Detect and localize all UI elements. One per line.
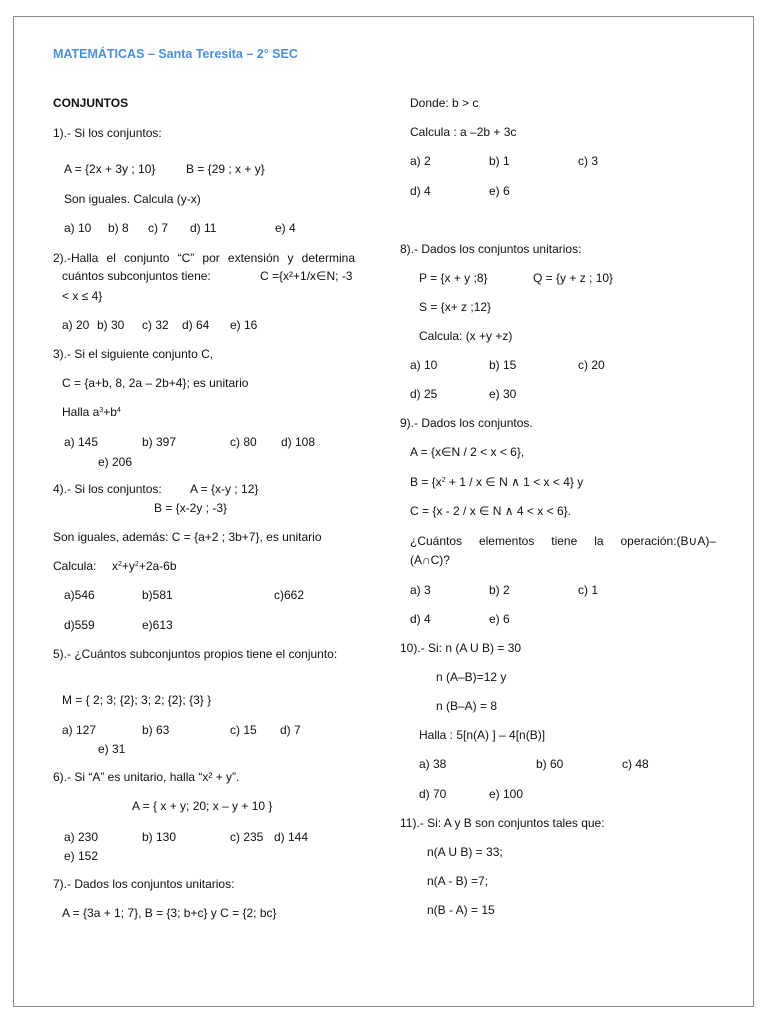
q10-option-d: d) 70 [419,787,447,801]
q3-option-a: a) 145 [64,435,99,449]
q2-option-e: e) 16 [230,318,258,332]
q10-option-c: c) 48 [622,757,649,771]
q1-option-c: c) 7 [148,221,169,235]
q8-option-c: c) 20 [578,358,605,372]
q6-set: A = { x + y; 20; x – y + 10 } [132,799,273,813]
q10-option-b: b) 60 [536,757,564,771]
q10-option-a: a) 38 [419,757,447,771]
q3-option-d: d) 108 [281,435,316,449]
q1-set-b: B = {29 ; x + y} [186,162,265,176]
q5-stem: 5).- ¿Cuántos subconjuntos propios tiene el conjunto: [53,647,338,661]
q7-option-b: b) 1 [489,154,510,168]
q6-option-b: b) 130 [142,830,177,844]
q5-option-b: b) 63 [142,723,170,737]
q9-option-a: a) 3 [410,583,431,597]
q3-exp-a: 3 [99,407,104,414]
q8-option-a: a) 10 [410,358,438,372]
q3-prompt-mid: +b [103,405,117,419]
q4-expression [112,559,177,574]
q11-line1: n(A U B) = 33; [427,845,503,859]
section-title: CONJUNTOS [53,96,129,110]
q5-set: M = { 2; 3; {2}; 3; 2; {2}; {3} } [62,693,212,707]
q4-expr-y: +y [121,559,135,573]
q4-exp-y: 2 [134,561,139,568]
q9-question-line1: ¿Cuántos elementos tiene la operación:(B∪A)– [410,534,716,548]
q2-line2: cuántos subconjuntos tiene: [62,269,211,283]
q6-option-a: a) 230 [64,830,99,844]
q9-option-c: c) 1 [578,583,599,597]
q9-question-line2: (A∩C)? [410,553,450,567]
q7-stem: 7).- Dados los conjuntos unitarios: [53,877,235,891]
q8-calc: Calcula: (x +y +z) [419,329,513,343]
q3-option-b: b) 397 [142,435,177,449]
q9-set-c: C = {x - 2 / x ∈ N ∧ 4 < x < 6}. [410,504,571,518]
q4-stem: 4).- Si los conjuntos: [53,482,162,496]
q2-option-b: b) 30 [97,318,125,332]
q8-set-p: P = {x + y ;8} [419,271,488,285]
q9-option-b: b) 2 [489,583,510,597]
q4-expr-rest: +2a-6b [138,559,177,573]
q9-set-b-exp: 2 [441,477,446,484]
q8-set-s: S = {x+ z ;12} [419,300,492,314]
q3-exp-b: 4 [116,407,121,414]
q4-calc-label: Calcula: [53,559,97,573]
q4-exp-x: 2 [118,561,122,568]
q2-line3: < x ≤ 4} [62,289,103,303]
q6-option-c: c) 235 [230,830,264,844]
q7-sets: A = {3a + 1; 7}, B = {3; b+c} y C = {2; bc} [62,906,277,920]
q2-option-a: a) 20 [62,318,90,332]
q5-option-d: d) 7 [280,723,301,737]
q11-stem: 11).- Si: A y B son conjuntos tales que: [400,816,605,830]
q5-option-c: c) 15 [230,723,257,737]
q10-halla: Halla : 5[n(A) ] – 4[n(B)] [419,728,546,742]
document-header: MATEMÁTICAS – Santa Teresita – 2° SEC [53,47,298,61]
q4-expr-x: x [112,559,118,573]
q10-option-e: e) 100 [489,787,524,801]
q4-option-a: a)546 [64,588,95,602]
q10-stem: 10).- Si: n (A U B) = 30 [400,641,522,655]
q9-option-e: e) 6 [489,612,510,626]
q3-set: C = {a+b, 8, 2a – 2b+4}; es unitario [62,376,249,390]
q3-stem: 3).- Si el siguiente conjunto C, [53,347,214,361]
q4-option-e: e)613 [142,618,173,632]
q4-set-a: A = {x-y ; 12} [190,482,259,496]
q2-set: C ={x²+1/x∈N; -3 [260,269,353,283]
q1-option-d: d) 11 [190,221,217,235]
q8-set-q: Q = {y + z ; 10} [533,271,614,285]
q8-option-d: d) 25 [410,387,438,401]
q9-set-b-a: B = {x [410,475,442,489]
q4-option-d: d)559 [64,618,95,632]
q2-option-c: c) 32 [142,318,169,332]
q9-stem: 9).- Dados los conjuntos. [400,416,533,430]
q5-option-a: a) 127 [62,723,97,737]
q3-prompt-base: Halla a [62,405,100,419]
q10-line2: n (A–B)=12 y [436,670,507,684]
q9-option-d: d) 4 [410,612,431,626]
q8-option-b: b) 15 [489,358,517,372]
q9-set-b [410,475,583,490]
q4-option-b: b)581 [142,588,173,602]
q3-option-e: e) 206 [98,455,133,469]
q1-option-b: b) 8 [108,221,129,235]
q5-option-e: e) 31 [98,742,126,756]
q7-option-e: e) 6 [489,184,510,198]
q1-option-e: e) 4 [275,221,296,235]
q1-set-a: A = {2x + 3y ; 10} [64,162,156,176]
q7-option-c: c) 3 [578,154,599,168]
q7-where: Donde: b > c [410,96,479,110]
q4-line-c: Son iguales, además: C = {a+2 ; 3b+7}, es unitario [53,530,322,544]
q9-set-b-b: + 1 / x ∈ N ∧ 1 < x < 4} y [445,475,584,489]
q11-line3: n(B - A) = 15 [427,903,495,917]
q1-prompt: Son iguales. Calcula (y-x) [64,192,201,206]
q11-line2: n(A - B) =7; [427,874,489,888]
q3-option-c: c) 80 [230,435,257,449]
q1-stem: 1).- Si los conjuntos: [53,126,162,140]
q2-option-d: d) 64 [182,318,210,332]
q8-option-e: e) 30 [489,387,517,401]
q7-option-a: a) 2 [410,154,431,168]
q1-option-a: a) 10 [64,221,92,235]
q7-calc: Calcula : a –2b + 3c [410,125,517,139]
q8-stem: 8).- Dados los conjuntos unitarios: [400,242,582,256]
q6-option-e: e) 152 [64,849,99,863]
q6-option-d: d) 144 [274,830,309,844]
q2-line1: 2).-Halla el conjunto “C” por extensión y determina [53,251,355,265]
q3-prompt [62,405,121,420]
q4-option-c: c)662 [274,588,305,602]
q10-line3: n (B–A) = 8 [436,699,498,713]
q4-set-b: B = {x-2y ; -3} [154,501,228,515]
q7-option-d: d) 4 [410,184,431,198]
q6-stem: 6).- Si “A” es unitario, halla “x² + y”. [53,770,240,784]
q9-set-a: A = {x∈N / 2 < x < 6}, [410,445,525,459]
